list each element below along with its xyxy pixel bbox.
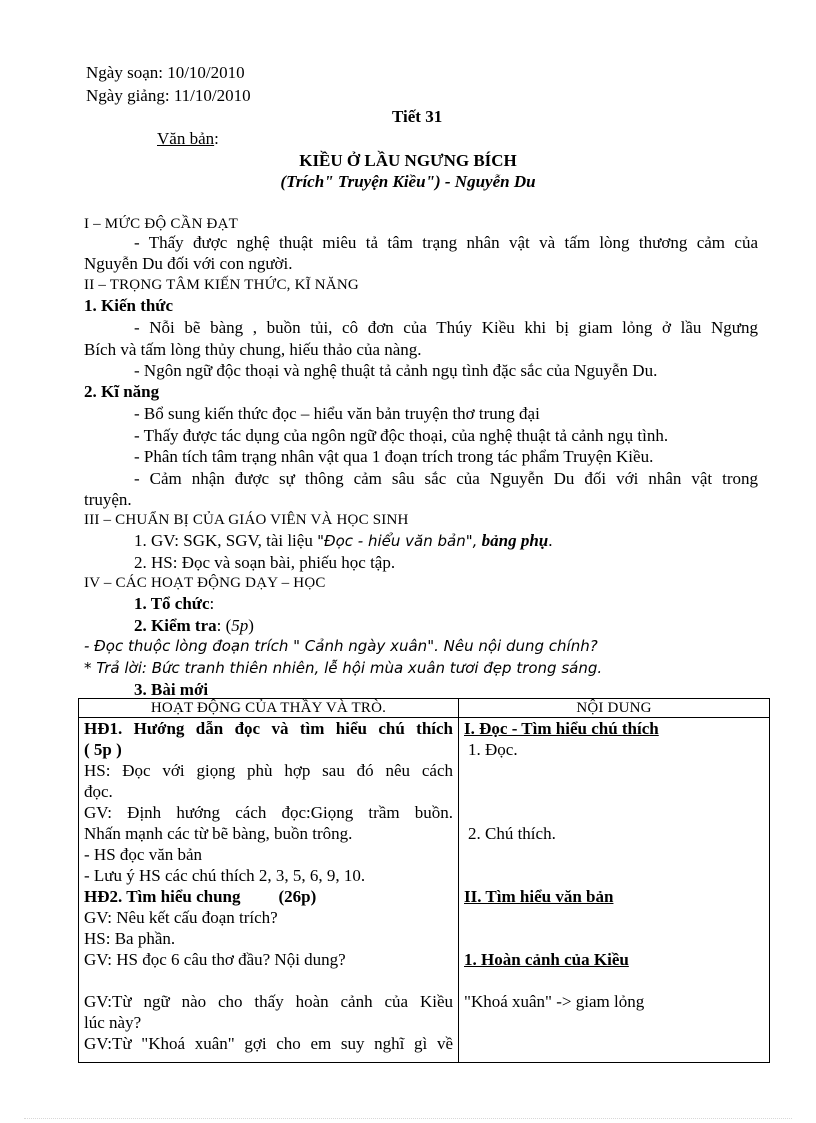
check-label: 2. Kiểm tra (134, 616, 217, 635)
activity-spacer (84, 970, 453, 991)
section-2-heading: II – TRỌNG TÂM KIẾN THỨC, KĨ NĂNG (84, 277, 359, 293)
activity-line-15: lúc này? (84, 1013, 142, 1032)
teacher-prep-book: "Đọc - hiểu văn bản", (317, 532, 478, 550)
date-prepared: Ngày soạn: 10/10/2010 (86, 63, 245, 82)
text-label-colon: : (214, 129, 219, 148)
text-label-word: Văn bản (157, 129, 215, 148)
activity-line-10: GV: Nêu kết cấu đoạn trích? (84, 908, 278, 927)
content-spacer-7 (464, 928, 764, 949)
teacher-prep (134, 530, 553, 552)
content-heading-2: II. Tìm hiểu văn bản (464, 887, 614, 906)
knowledge-heading: 1. Kiến thức (84, 296, 174, 315)
content-notes: 2. Chú thích. (468, 824, 556, 843)
knowledge-item-1-line-1: - Nỗi bẽ bàng , buồn tủi, cô đơn của Thúy Kiều khi bị giam lỏng ở lầu Ngưng (134, 318, 758, 337)
document-subtitle: (Trích" Truyện Kiều") - Nguyễn Du (280, 172, 536, 191)
organization-label: 1. Tổ chức (134, 594, 210, 613)
activity-1-title-line-1: HĐ1. Hướng dẫn đọc và tìm hiểu chú thích (84, 719, 453, 738)
check-step (134, 615, 254, 636)
content-spring-lock: "Khoá xuân" -> giam lỏng (464, 992, 645, 1011)
check-close: ) (248, 616, 254, 635)
activity-2-time: (26p) (278, 887, 317, 906)
activity-line-3: HS: Đọc với giọng phù hợp sau đó nêu cách (84, 761, 453, 780)
content-heading-1: I. Đọc - Tìm hiểu chú thích (464, 719, 659, 738)
section-1-line-1: - Thấy được nghệ thuật miêu tả tâm trạng nhân vật và tấm lòng thương cảm của (134, 233, 758, 252)
content-spacer-3 (464, 802, 764, 823)
content-read: 1. Đọc. (468, 740, 518, 759)
content-subheading-1: 1. Hoàn cảnh của Kiều (464, 950, 629, 969)
activity-2-title (84, 886, 453, 907)
skills-heading: 2. Kĩ năng (84, 382, 160, 401)
teacher-prep-board: bảng phụ (477, 531, 549, 550)
check-answer: * Trả lời: Bức tranh thiên nhiên, lễ hội mùa xuân tươi đẹp trong sáng. (84, 659, 603, 677)
check-question: - Đọc thuộc lòng đoạn trích " Cảnh ngày xuân". Nêu nội dung chính? (84, 637, 598, 655)
content-spacer-6 (464, 907, 764, 928)
header-content: NỘI DUNG (459, 699, 770, 718)
content-spacer-8 (464, 970, 764, 991)
skill-item-1: - Bổ sung kiến thức đọc – hiểu văn bản truyện thơ trung đại (134, 404, 540, 423)
content-spacer-1 (464, 760, 764, 781)
activity-line-12: GV: HS đọc 6 câu thơ đầu? Nội dung? (84, 950, 346, 969)
content-cell (459, 718, 770, 1063)
content-spacer-4 (464, 844, 764, 865)
header-activities: HOẠT ĐỘNG CỦA THẦY VÀ TRÒ. (79, 699, 459, 718)
teacher-prep-text: 1. GV: SGK, SGV, tài liệu (134, 531, 318, 550)
skill-item-2: - Thấy được tác dụng của ngôn ngữ độc thoại, của nghệ thuật tả cảnh ngụ tình. (134, 426, 669, 445)
activity-1-title-line-2: ( 5p ) (84, 740, 122, 759)
skill-item-4-line-1: - Cảm nhận được sự thông cảm sâu sắc của Nguyễn Du đối với nhân vật trong (134, 469, 758, 488)
activity-line-7: - HS đọc văn bản (84, 845, 203, 864)
activity-line-5: GV: Định hướng cách đọc:Giọng trầm buồn. (84, 803, 453, 822)
activity-2-title-text: HĐ2. Tìm hiểu chung (84, 887, 241, 906)
content-spacer-5 (464, 865, 764, 886)
activity-line-4: đọc. (84, 782, 113, 801)
activities-cell (79, 718, 459, 1063)
student-prep: 2. HS: Đọc và soạn bài, phiếu học tập. (134, 553, 396, 572)
activity-line-11: HS: Ba phần. (84, 929, 176, 948)
section-3-heading: III – CHUẨN BỊ CỦA GIÁO VIÊN VÀ HỌC SINH (84, 512, 409, 528)
organization-step (134, 593, 214, 614)
table-header-row (79, 699, 770, 718)
document-title: KIỀU Ở LẦU NGƯNG BÍCH (299, 151, 517, 170)
table-body-row (79, 718, 770, 1063)
lesson-number: Tiết 31 (392, 107, 443, 126)
section-1-line-2: Nguyễn Du đối với con người. (84, 254, 293, 273)
activity-line-14: GV:Từ ngữ nào cho thấy hoàn cảnh của Kiều (84, 992, 453, 1011)
content-spacer-2 (464, 781, 764, 802)
skill-item-3: - Phân tích tâm trạng nhân vật qua 1 đoạn trích trong tác phẩm Truyện Kiều. (134, 447, 654, 466)
page-bottom-divider (24, 1118, 792, 1119)
check-colon: : ( (216, 616, 232, 635)
activity-line-16: GV:Từ "Khoá xuân" gợi cho em suy nghĩ gì về (84, 1034, 453, 1053)
activity-line-6: Nhấn mạnh các từ bẽ bàng, buồn trông. (84, 824, 353, 843)
activities-table (78, 698, 770, 1063)
text-label (157, 128, 219, 149)
teacher-prep-end: . (548, 531, 553, 550)
check-time: 5p (231, 616, 249, 635)
date-taught: Ngày giảng: 11/10/2010 (86, 86, 251, 105)
skill-item-4-line-2: truyện. (84, 490, 132, 509)
activity-line-8: - Lưu ý HS các chú thích 2, 3, 5, 6, 9, 10. (84, 866, 366, 885)
knowledge-item-2: - Ngôn ngữ độc thoại và nghệ thuật tả cảnh ngụ tình đặc sắc của Nguyễn Du. (134, 361, 658, 380)
section-4-heading: IV – CÁC HOẠT ĐỘNG DẠY – HỌC (84, 575, 326, 591)
organization-colon: : (209, 594, 215, 613)
knowledge-item-1-line-2: Bích và tấm lòng thủy chung, hiếu thảo của nàng. (84, 340, 422, 359)
new-lesson-heading: 3. Bài mới (134, 680, 209, 699)
section-1-heading: I – MỨC ĐỘ CẦN ĐẠT (84, 216, 238, 232)
